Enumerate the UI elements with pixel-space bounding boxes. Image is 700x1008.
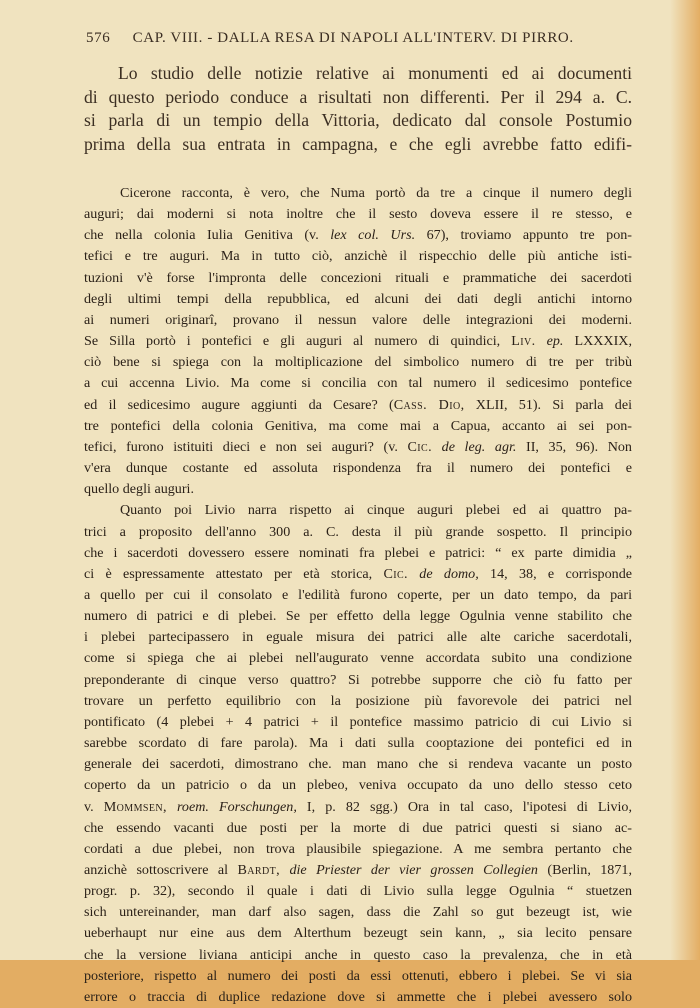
note-line: che i sacerdoti dovessero essere nominati fra plebei e patrici: “ ex parte dimidia „ (84, 544, 632, 561)
page-number: 576 (86, 30, 111, 46)
body-line: Lo studio delle notizie relative ai monumenti ed ai documenti (118, 63, 632, 83)
note-text: (Berlin, 1871, (537, 862, 632, 878)
note-line: Quanto poi Livio narra rispetto ai cinque auguri plebei ed ai quattro pa- (120, 502, 632, 519)
note-line: i plebei partecipassero in eguale misura dei patrici alle alte cariche sacerdotali, (84, 629, 632, 646)
note-text: Se Silla portò i pontefici e gli auguri al numero di quindici, (84, 333, 512, 350)
note-text: ed il sedicesimo augure aggiunti da Cesare? ( (84, 396, 394, 413)
running-header (86, 30, 626, 52)
body-line: prima della sua entrata in campagna, e che egli avrebbe fatto edifi- (84, 133, 632, 154)
citation-title: de leg. agr. (441, 438, 517, 455)
note-line: errore o traccia di duplice redazione dove si ammette che i plebei avessero solo (84, 988, 632, 1005)
note-line: cordati a due plebei, non trova plausibile spiegazione. A me sembra pertanto che (84, 840, 632, 857)
note-text (432, 439, 442, 455)
note-line: a cui accenna Livio. Ma come si concilia con tal numero il sedicesimo pontefice (84, 375, 632, 392)
note-line (84, 437, 632, 458)
citation-title: die Priester der vier grossen Collegien (289, 862, 538, 878)
note-text (536, 333, 547, 349)
note-text: 14, 38, e corrisponde (478, 565, 632, 582)
citation-author: Liv. (511, 333, 536, 350)
note-text: 67), troviamo appunto tre pon- (415, 227, 632, 244)
note-text: LXXXIX, (563, 333, 632, 350)
note-line: v'era dunque costante ed assoluta rispondenza fra il numero dei pontefici e (84, 460, 632, 477)
note-line (84, 225, 632, 246)
note-line (84, 395, 632, 416)
note-line: quello degli auguri. (84, 481, 194, 498)
note-line: generale dei sacerdoti, dimostrano che. man mano che si rendeva vacante un posto (84, 756, 632, 773)
note-text (408, 566, 419, 582)
citation-title: roem. Forschungen, (176, 798, 297, 815)
note-text: I, p. 82 sgg.) Ora in tal caso, l'ipotesi di Livio, (296, 798, 632, 815)
note-line: ueberhaupt nur eine aus dem Alterthum bezeugt sein kann, „ sia lecito pensare (84, 925, 632, 942)
note-line: come si spiega che ai plebei nell'augurato venne accordata subito una condizione (84, 650, 632, 667)
main-text (84, 62, 632, 156)
citation-author: Cic. (383, 565, 408, 582)
body-line: di questo periodo conduce a risultati non differenti. Per il 294 a. C. (84, 86, 632, 107)
citation-author: Bardt, (237, 862, 281, 878)
citation-title: ep. (546, 333, 564, 350)
note-line: preponderante di cinque verso quattro? Si potrebbe supporre che ciò fu fatto per (84, 671, 632, 688)
note-line: ai numeri originarî, provano il nessun valore delle integrazioni dei moderni. (84, 311, 632, 328)
note-line: numero di patrici e di plebei. Se per effetto della legge Ogulnia venne stabilito che (84, 608, 632, 625)
note-line: progr. p. 32), secondo il quale i dati di Livio sulla legge Ogulnia “ stuetzen (84, 883, 632, 900)
running-title: CAP. VIII. - DALLA RESA DI NAPOLI ALL'INTERV. DI PIRRO. (132, 30, 574, 46)
note-line: tuzioni v'è forse l'impronta delle concezioni rituali e prammatiche dei sacerdoti (84, 269, 632, 286)
note-line: sarebbe scordato di fare parola). Ma i dati sulla cooptazione dei pontefici ed in (84, 735, 632, 752)
citation-author: Mommsen, (103, 798, 167, 815)
note-line (84, 797, 632, 818)
note-text (167, 799, 177, 815)
note-text: che nella colonia Iulia Genitiva (v. (84, 227, 331, 244)
footnote-block (84, 183, 632, 1008)
note-line: tefici e tre auguri. Ma in tutto ciò, anzichè il rispecchio delle più antiche isti- (84, 248, 632, 265)
note-line: degli ultimi tempi della repubblica, ed alcuni dei dati degli antichi intorno (84, 290, 632, 307)
citation-author: Cic. (407, 438, 433, 455)
note-line: coperto da un patricio o da un plebeo, veniva occupato da uno dello stesso ceto (84, 777, 632, 794)
note-text: ci è espressamente attestato per età storica, (84, 565, 384, 582)
note-text: v. (84, 798, 104, 815)
citation-title: lex col. Urs. (330, 227, 416, 244)
note-line: trovare un perfetto equilibrio con la posizione più favorevole dei patrici nel (84, 692, 632, 709)
note-text: anzichè sottoscrivere al (84, 862, 238, 878)
note-line (84, 564, 632, 585)
note-line: ciò bene si spiega con la moltiplicazione del simbolico numero di tre per tribù (84, 354, 632, 371)
note-line: che la versione liviana anticipi anche in questo caso la prevalenza, che in età (84, 946, 632, 963)
note-text: II, 35, 96). Non (516, 438, 632, 455)
page-edge-shadow (670, 0, 700, 960)
note-line: tre pontefici della colonia Genitiva, ma come mai a Capua, accanto ai sei pon- (84, 417, 632, 434)
note-line: Cicerone racconta, è vero, che Numa portò da tre a cinque il numero degli (120, 185, 632, 201)
note-text: tefici, furono istituiti dieci e non sei auguri? (v. (84, 438, 408, 455)
body-line: si parla di un tempio della Vittoria, dedicato dal console Postumio (84, 110, 632, 130)
note-line: a quello per cui il consolato e l'edilità furono coperte, per un dato tempo, da pari (84, 586, 632, 603)
note-line (84, 860, 632, 881)
note-line: auguri; dai moderni si nota inoltre che il sesto doveva essere il re stesso, e (84, 206, 632, 223)
note-line (84, 331, 632, 352)
citation-title: de domo, (419, 565, 479, 582)
note-text: XLII, 51). Si parla dei (464, 396, 632, 413)
note-line: che essendo vacanti due posti per la morte di due patrici questi si siano ac- (84, 819, 632, 836)
note-line: trici a proposito dell'anno 300 a. C. desta il più grande sospetto. Il principio (84, 523, 632, 540)
citation-author: Cass. Dio, (393, 396, 465, 413)
note-line: pontificato (4 plebei + 4 patrici + il pontefice massimo patricio di cui Livio si (84, 713, 632, 730)
note-line: posteriore, rispetto al numero dei posti da essi ottenuti, ebbero i plebei. Se vi sia (84, 967, 632, 984)
note-line: sich untereinander, man darf also sagen, dass die Zahl so gut bezeugt ist, wie (84, 904, 632, 921)
